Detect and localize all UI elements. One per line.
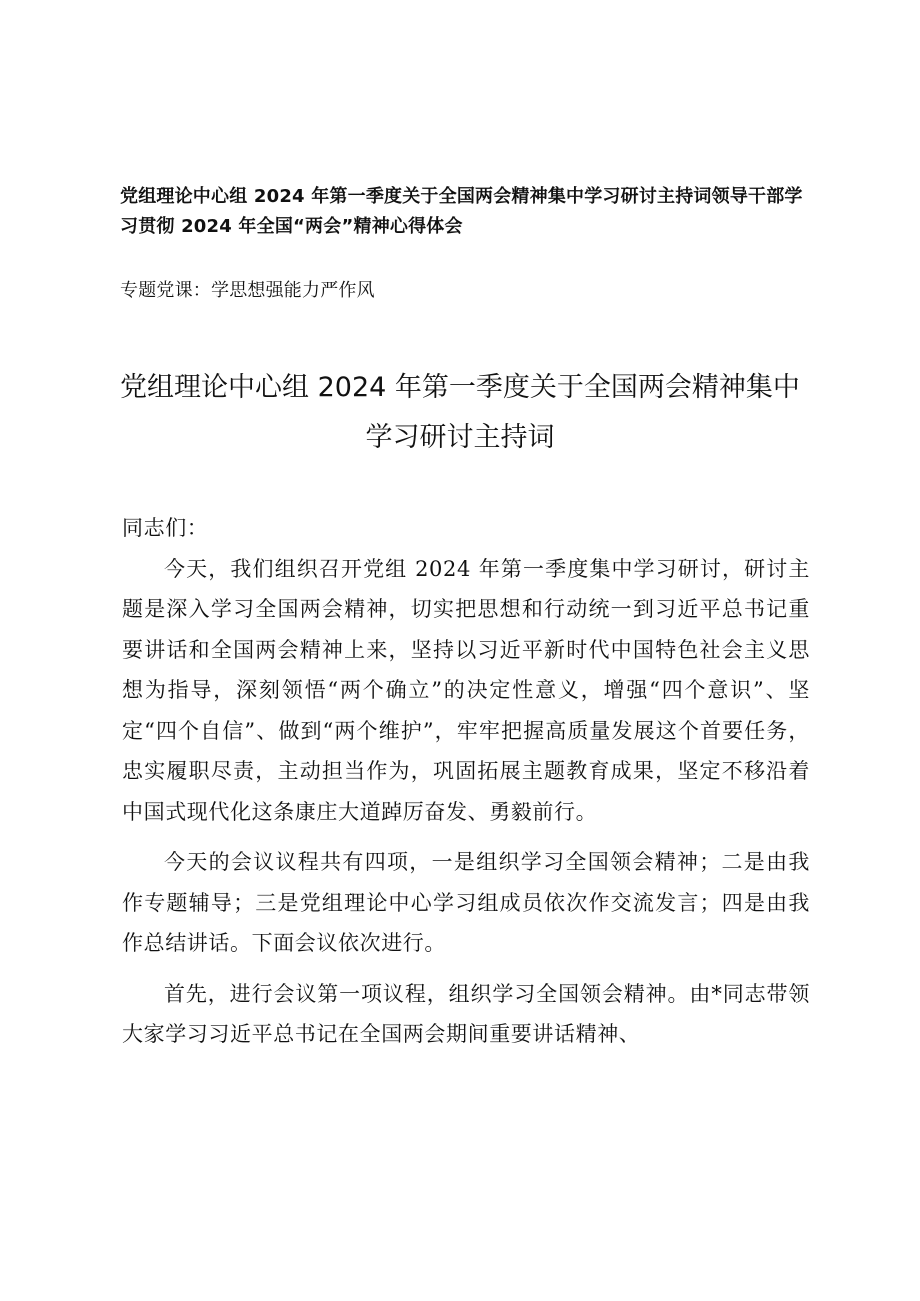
related-article-title-1-line-2[interactable]: 习贯彻 2024 年全国“两会”精神心得体会 xyxy=(120,216,463,237)
salutation: 同志们： xyxy=(122,516,209,540)
document-title xyxy=(100,363,820,463)
document-body xyxy=(122,508,810,1065)
related-article-title-1-line-1[interactable]: 党组理论中心组 2024 年第一季度关于全国两会精神集中学习研讨主持词领导干部学 xyxy=(120,186,803,207)
document-title-line-2: 学习研讨主持词 xyxy=(365,422,555,453)
related-article-title-2[interactable]: 专题党课：学思想强能力严作风 xyxy=(120,280,375,301)
document-title-line-1: 党组理论中心组 2024 年第一季度关于全国两会精神集中 xyxy=(120,372,800,403)
body-paragraph-3: 首先，进行会议第一项议程，组织学习全国领会精神。由*同志带领大家学习习近平总书记在全国两会期间重要讲话精神、 xyxy=(122,981,810,1046)
related-articles-list xyxy=(120,182,820,301)
body-paragraph-2: 今天的会议议程共有四项，一是组织学习全国领会精神；二是由我作专题辅导；三是党组理论中心学习组成员依次作交流发言；四是由我作总结讲话。下面会议依次进行。 xyxy=(122,850,810,955)
body-paragraph-1: 今天，我们组织召开党组 2024 年第一季度集中学习研讨，研讨主题是深入学习全国两会精神，切实把思想和行动统一到习近平总书记重要讲话和全国两会精神上来，坚持以习近平新时代中国特色社会主义思想为指导，深刻领悟“两个确立”的决定性意义，增强“四个意识”、坚定“四个自信”、做到“两个维护”，牢牢把握高质量发展这个首要任务，忠实履职尽责，主动担当作为，巩固拓展主题教育成果，坚定不移沿着中国式现代化这条康庄大道踔厉奋发、勇毅前行。 xyxy=(122,556,810,824)
